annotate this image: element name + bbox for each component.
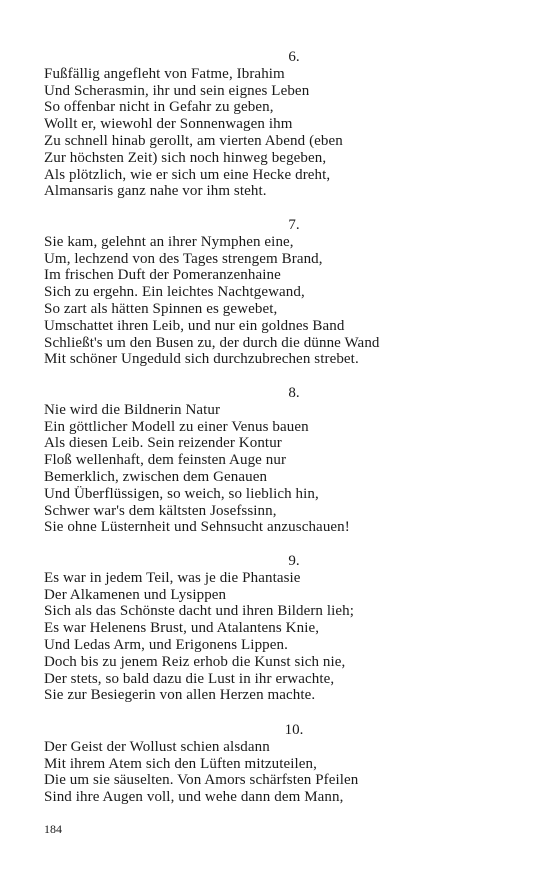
stanza-number: 6. (288, 49, 300, 65)
verse-line: Umschattet ihren Leib, und nur ein goldnes Band (44, 317, 345, 334)
stanza-number: 10. (284, 722, 304, 738)
verse-line: Als plötzlich, wie er sich um eine Hecke dreht, (44, 166, 331, 183)
stanza-number: 7. (288, 217, 300, 233)
verse-line: Es war Helenens Brust, und Atalantens Knie, (44, 620, 320, 637)
verse-line: Floß wellenhaft, dem feinsten Auge nur (44, 452, 287, 469)
verse-line: Sich als das Schönste dacht und ihren Bildern lieh; (44, 603, 355, 620)
verse-line: Sind ihre Augen voll, und wehe dann dem Mann, (44, 789, 344, 806)
verse-line: Ein göttlicher Modell zu einer Venus bauen (44, 418, 309, 435)
verse-line: Und Ledas Arm, und Erigonens Lippen. (44, 636, 288, 653)
verse-line: Um, lechzend von des Tages strengem Brand, (44, 250, 323, 267)
stanza-7 (44, 217, 514, 368)
stanza-number: 9. (288, 553, 300, 569)
verse-line: Almansaris ganz nahe vor ihm steht. (44, 183, 267, 200)
verse-line: Sie zur Besiegerin von allen Herzen machte. (44, 687, 316, 704)
verse-line: Sie kam, gelehnt an ihrer Nymphen eine, (44, 233, 294, 250)
stanza-8 (44, 385, 514, 536)
verse-line: Zur höchsten Zeit) sich noch hinweg begeben, (44, 149, 327, 166)
stanza-10 (44, 722, 514, 806)
page-number: 184 (44, 822, 62, 836)
stanza-9 (44, 553, 514, 704)
verse-line: Bemerklich, zwischen dem Genauen (44, 468, 268, 485)
verse-line: Sie ohne Lüsternheit und Sehnsucht anzuschauen! (44, 519, 350, 536)
verse-line: Die um sie säuselten. Von Amors schärfsten Pfeilen (44, 772, 359, 789)
verse-line: Nie wird die Bildnerin Natur (44, 401, 221, 418)
verse-line: Mit ihrem Atem sich den Lüften mitzuteilen, (44, 755, 317, 772)
verse-line: So zart als hätten Spinnen es gewebet, (44, 300, 278, 317)
stanza-6 (44, 49, 514, 200)
verse-line: Schließt's um den Busen zu, der durch die dünne Wand (44, 334, 380, 351)
verse-line: Schwer war's dem kältsten Josefssinn, (44, 502, 277, 519)
verse-line: Fußfällig angefleht von Fatme, Ibrahim (44, 65, 285, 82)
verse-line: Als diesen Leib. Sein reizender Kontur (44, 435, 282, 452)
verse-line: Im frischen Duft der Pomeranzenhaine (44, 267, 281, 284)
verse-line: Der Geist der Wollust schien alsdann (44, 738, 270, 755)
verse-line: Und Scherasmin, ihr und sein eignes Leben (44, 82, 310, 99)
verse-line: Sich zu ergehn. Ein leichtes Nachtgewand, (44, 284, 305, 301)
verse-line: Zu schnell hinab gerollt, am vierten Abend (eben (44, 132, 343, 149)
verse-line: Der Alkamenen und Lysippen (44, 586, 227, 603)
verse-line: Doch bis zu jenem Reiz erhob die Kunst sich nie, (44, 653, 346, 670)
verse-line: Der stets, so bald dazu die Lust in ihr erwachte, (44, 670, 335, 687)
verse-line: Es war in jedem Teil, was je die Phantasie (44, 569, 301, 586)
verse-line: So offenbar nicht in Gefahr zu geben, (44, 99, 274, 116)
verse-line: Wollt er, wiewohl der Sonnenwagen ihm (44, 116, 293, 133)
verse-line: Und Überflüssigen, so weich, so lieblich hin, (44, 485, 319, 502)
verse-line: Mit schöner Ungeduld sich durchzubrechen strebet. (44, 351, 359, 368)
stanza-number: 8. (288, 385, 300, 401)
